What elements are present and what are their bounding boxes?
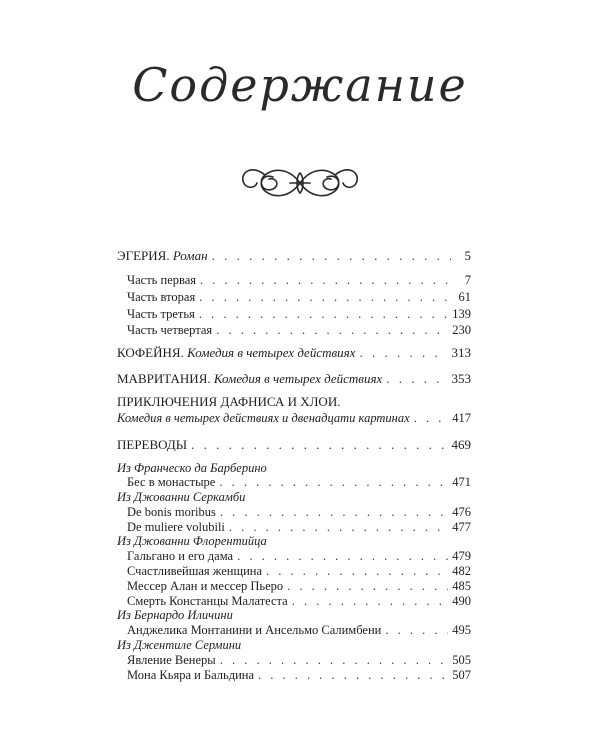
dot-leader bbox=[212, 248, 451, 264]
page-number: 495 bbox=[452, 623, 471, 637]
toc-entry-part-2[interactable] bbox=[117, 289, 471, 305]
page-number: 471 bbox=[452, 475, 471, 489]
entry-subtitle: Комедия в четырех действиях bbox=[213, 371, 383, 386]
entry-title: Часть четвертая bbox=[127, 323, 213, 337]
page-number: 469 bbox=[451, 437, 471, 452]
entry-title: ЭГЕРИЯ. bbox=[117, 248, 170, 263]
toc-entry-daphnis[interactable] bbox=[117, 410, 471, 426]
page-number: 313 bbox=[451, 345, 471, 360]
toc-entry-translation[interactable] bbox=[117, 622, 471, 638]
toc-entry-part-3[interactable] bbox=[117, 306, 471, 322]
dot-leader bbox=[237, 548, 448, 564]
dot-leader bbox=[219, 474, 448, 490]
dot-leader bbox=[199, 289, 451, 305]
toc-entry-translation[interactable] bbox=[117, 578, 471, 594]
toc-entry-part-1[interactable] bbox=[117, 272, 471, 288]
entry-title: Анджелика Монтанини и Ансельмо Салимбени bbox=[127, 623, 382, 637]
dot-leader bbox=[220, 652, 449, 668]
page-number: 507 bbox=[452, 668, 471, 682]
page-number: 139 bbox=[452, 307, 471, 321]
page-number: 482 bbox=[452, 564, 471, 578]
dot-leader bbox=[385, 622, 448, 638]
page-number: 476 bbox=[452, 505, 471, 519]
dot-leader bbox=[216, 322, 448, 338]
entry-title: De muliere volubili bbox=[127, 520, 225, 534]
entry-title: КОФЕЙНЯ. bbox=[117, 345, 184, 360]
dot-leader bbox=[191, 437, 447, 453]
page-number: 353 bbox=[451, 371, 471, 386]
page-number: 479 bbox=[452, 549, 471, 563]
entry-subtitle: Роман bbox=[172, 248, 208, 263]
page-number: 61 bbox=[458, 290, 471, 304]
entry-subtitle: Комедия в четырех действиях bbox=[187, 345, 356, 360]
toc-entry-daphnis-title[interactable]: ПРИКЛЮЧЕНИЯ ДАФНИСА И ХЛОИ. bbox=[117, 394, 341, 409]
page-number: 5 bbox=[464, 248, 471, 263]
toc-entry-translation[interactable] bbox=[117, 667, 471, 683]
dot-leader bbox=[266, 563, 448, 579]
entry-title: Счастливейшая женщина bbox=[127, 564, 263, 578]
entry-title: Смерть Констанцы Малатеста bbox=[127, 594, 288, 608]
author-heading: Из Франческо да Барберино bbox=[117, 461, 267, 475]
page-number: 7 bbox=[464, 273, 471, 287]
toc-entry-translation[interactable] bbox=[117, 652, 471, 668]
author-heading: Из Джованни Флорентийца bbox=[117, 534, 267, 548]
dot-leader bbox=[199, 306, 448, 322]
author-heading: Из Бернардо Иличини bbox=[117, 608, 233, 622]
page-number: 490 bbox=[452, 594, 471, 608]
entry-title: Часть третья bbox=[127, 307, 195, 321]
dot-leader bbox=[414, 410, 449, 426]
dot-leader bbox=[220, 504, 448, 520]
dot-leader bbox=[386, 371, 447, 387]
entry-title: Часть вторая bbox=[127, 290, 196, 304]
dot-leader bbox=[200, 272, 451, 288]
flourish-ornament bbox=[235, 155, 365, 211]
page-number: 230 bbox=[452, 323, 471, 337]
entry-title: Гальгано и его дама bbox=[127, 549, 234, 563]
toc-entry-kofeinia[interactable] bbox=[117, 345, 471, 361]
entry-title: Мессер Алан и мессер Пьеро bbox=[127, 579, 284, 593]
page-number: 417 bbox=[452, 411, 471, 425]
toc-entry-mavritania[interactable] bbox=[117, 371, 471, 387]
dot-leader bbox=[292, 593, 449, 609]
dot-leader bbox=[287, 578, 448, 594]
entry-title: Часть первая bbox=[127, 273, 197, 287]
toc-entry-part-4[interactable] bbox=[117, 322, 471, 338]
author-heading: Из Джованни Серкамби bbox=[117, 490, 246, 504]
toc-entry-translation[interactable] bbox=[117, 474, 471, 490]
entry-title: Мона Кьяра и Бальдина bbox=[127, 668, 255, 682]
entry-subtitle: Комедия в четырех действиях и двенадцати картинах bbox=[117, 411, 410, 425]
entry-title: Бес в монастыре bbox=[127, 475, 216, 489]
toc-entry-translations[interactable] bbox=[117, 437, 471, 453]
entry-title: МАВРИТАНИЯ. bbox=[117, 371, 211, 386]
entry-title: Явление Венеры bbox=[127, 653, 216, 667]
toc-entry-translation[interactable] bbox=[117, 504, 471, 520]
toc-entry-translation[interactable] bbox=[117, 548, 471, 564]
entry-title: De bonis moribus bbox=[127, 505, 216, 519]
dot-leader bbox=[359, 345, 447, 361]
page-number: 505 bbox=[452, 653, 471, 667]
entry-title: ПЕРЕВОДЫ bbox=[117, 437, 188, 452]
page-title: Содержание bbox=[132, 58, 468, 112]
dot-leader bbox=[258, 667, 448, 683]
page-number: 477 bbox=[452, 520, 471, 534]
toc-entry-translation[interactable] bbox=[117, 563, 471, 579]
page-number: 485 bbox=[452, 579, 471, 593]
toc-entry-egeria[interactable] bbox=[117, 248, 471, 264]
author-heading: Из Джентиле Сермини bbox=[117, 638, 242, 652]
